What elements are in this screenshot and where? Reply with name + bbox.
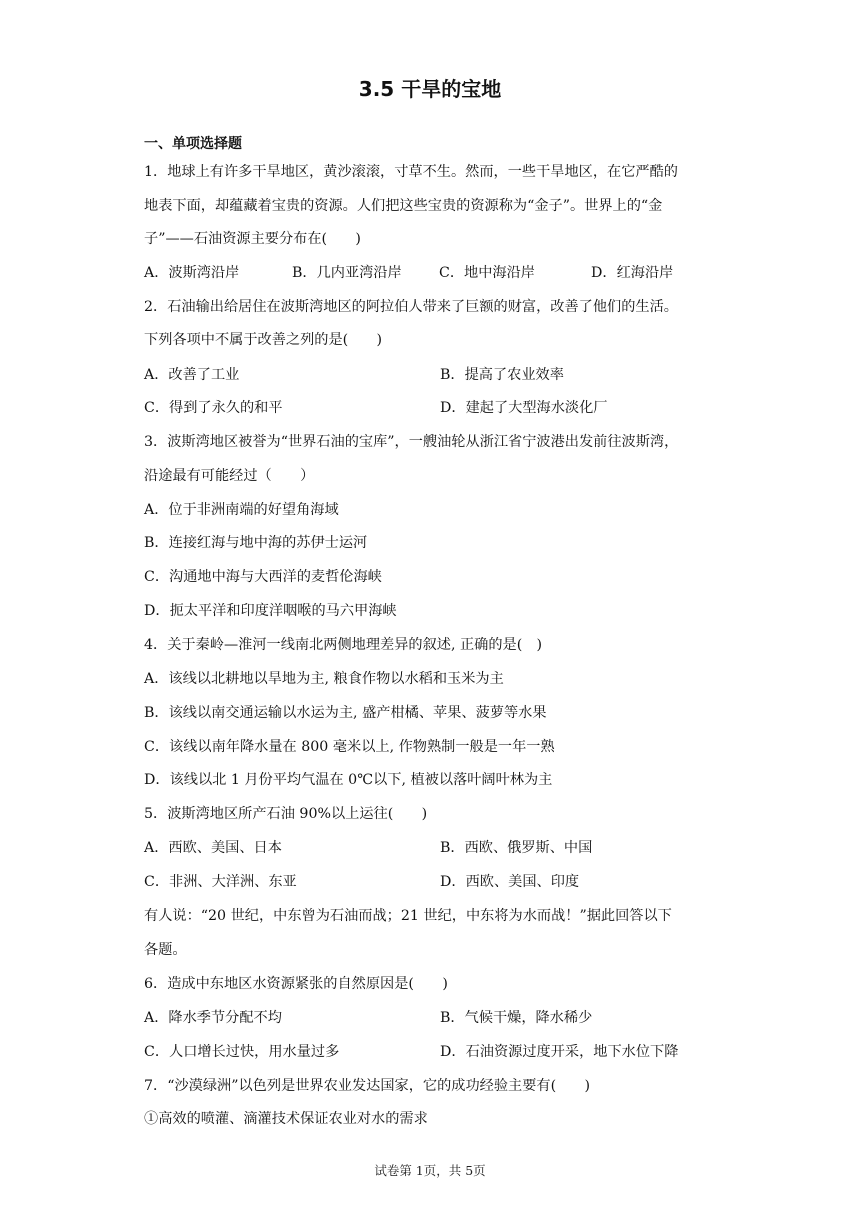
question-5-text: 5．波斯湾地区所产石油 90%以上运往( ) xyxy=(144,806,428,822)
group-intro-text: 有人说：“20 世纪，中东曾为石油而战；21 世纪，中东将为水而战！”据此回答以下 xyxy=(144,908,672,924)
question-1-text: 子”——石油资源主要分布在( ) xyxy=(144,231,361,247)
option-d: D．西欧、美国、印度 xyxy=(440,874,580,890)
option-a: A．西欧、美国、日本 xyxy=(144,840,282,856)
option-c: C．该线以南年降水量在 800 毫米以上, 作物熟制一般是一年一熟 xyxy=(144,739,555,755)
option-c: C．地中海沿岸 xyxy=(439,265,535,281)
question-2-text: 2．石油输出给居住在波斯湾地区的阿拉伯人带来了巨额的财富，改善了他们的生活。 xyxy=(144,299,678,315)
question-3-text: 沿途最有可能经过（ ） xyxy=(144,468,315,484)
option-d: D．红海沿岸 xyxy=(591,265,674,281)
question-4-text: 4．关于秦岭—淮河一线南北两侧地理差异的叙述, 正确的是( ) xyxy=(144,637,542,653)
question-1-text: 地表下面，却蕴藏着宝贵的资源。人们把这些宝贵的资源称为“金子”。世界上的“金 xyxy=(144,198,663,214)
question-6-text: 6．造成中东地区水资源紧张的自然原因是( ) xyxy=(144,976,448,992)
option-c: C．人口增长过快，用水量过多 xyxy=(144,1044,340,1060)
option-b: B．提高了农业效率 xyxy=(440,367,564,383)
question-1-text: 1．地球上有许多干旱地区，黄沙滚滚，寸草不生。然而，一些干旱地区，在它严酷的 xyxy=(144,164,678,180)
option-a: A．波斯湾沿岸 xyxy=(144,265,240,281)
option-d: D．该线以北 1 月份平均气温在 0℃以下, 植被以落叶阔叶林为主 xyxy=(144,772,553,788)
option-b: B．几内亚湾沿岸 xyxy=(292,265,402,281)
option-a: A．改善了工业 xyxy=(144,367,240,383)
option-c: C．得到了永久的和平 xyxy=(144,400,283,416)
option-c: C．沟通地中海与大西洋的麦哲伦海峡 xyxy=(144,569,382,585)
page-title: 3.5 干旱的宝地 xyxy=(358,77,502,101)
option-b: B．连接红海与地中海的苏伊士运河 xyxy=(144,535,368,551)
group-intro-text: 各题。 xyxy=(144,942,187,958)
option-b: B．该线以南交通运输以水运为主, 盛产柑橘、苹果、菠萝等水果 xyxy=(144,705,547,721)
option-b: B．西欧、俄罗斯、中国 xyxy=(440,840,593,856)
option-d: D．石油资源过度开采，地下水位下降 xyxy=(440,1044,679,1060)
option-d: D．扼太平洋和印度洋咽喉的马六甲海峡 xyxy=(144,603,397,619)
option-a: A．位于非洲南端的好望角海域 xyxy=(144,502,339,518)
section-heading: 一、单项选择题 xyxy=(144,136,242,152)
option-c: C．非洲、大洋洲、东亚 xyxy=(144,874,297,890)
option-b: B．气候干燥，降水稀少 xyxy=(440,1010,593,1026)
option-a: A．降水季节分配不均 xyxy=(144,1010,282,1026)
option-d: D．建起了大型海水淡化厂 xyxy=(440,400,608,416)
page-footer: 试卷第 1页，共 5页 xyxy=(374,1163,486,1178)
statement-item: ①高效的喷灌、滴灌技术保证农业对水的需求 xyxy=(144,1111,428,1127)
question-7-text: 7．“沙漠绿洲”以色列是世界农业发达国家，它的成功经验主要有( ) xyxy=(144,1078,591,1094)
question-3-text: 3．波斯湾地区被誉为“世界石油的宝库”，一艘油轮从浙江省宁波港出发前往波斯湾， xyxy=(144,434,679,450)
question-2-text: 下列各项中不属于改善之列的是( ) xyxy=(144,332,383,348)
option-a: A．该线以北耕地以旱地为主, 粮食作物以水稻和玉米为主 xyxy=(144,671,504,687)
